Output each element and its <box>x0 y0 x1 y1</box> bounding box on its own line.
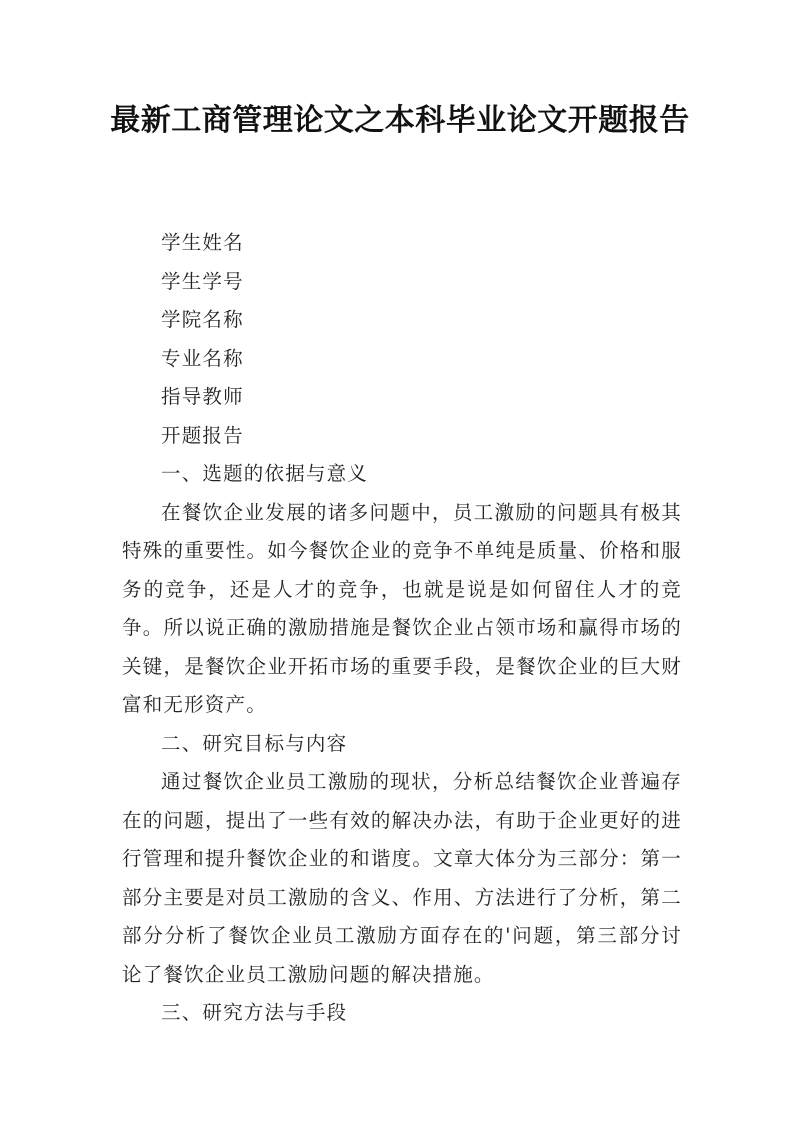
field-college-name: 学院名称 <box>161 308 244 331</box>
section-paragraph-2: 通过餐饮企业员工激励的现状，分析总结餐饮企业普遍存在的问题，提出了一些有效的解决办法，有助于企业更好的进行管理和提升餐饮企业的和谐度。文章大体分为三部分：第一部分主要是对员工激励的含义、作用、方法进行了分析，第二部分分析了餐饮企业员工激励方面存在的'问题，第三部分讨论了餐饮企业员工激励问题的解决措施。 <box>122 770 682 986</box>
field-student-name: 学生姓名 <box>161 231 244 254</box>
document-body <box>122 224 682 1033</box>
document-title: 最新工商管理论文之本科毕业论文开题报告 <box>110 103 690 138</box>
field-major-name: 专业名称 <box>161 346 244 370</box>
field-proposal-report: 开题报告 <box>161 423 244 447</box>
field-advisor: 指导教师 <box>161 385 244 408</box>
section-paragraph-1: 在餐饮企业发展的诸多问题中，员工激励的问题具有极其特殊的重要性。如今餐饮企业的竞争不单纯是质量、价格和服务的竞争，还是人才的竞争，也就是说是如何留住人才的竞争。所以说正确的激励措施是餐饮企业占领市场和赢得市场的关键，是餐饮企业开拓市场的重要手段，是餐饮企业的巨大财富和无形资产。 <box>122 500 682 716</box>
section-heading-1: 一、选题的依据与意义 <box>161 462 369 485</box>
field-student-id: 学生学号 <box>161 269 244 293</box>
section-heading-2: 二、研究目标与内容 <box>161 731 348 755</box>
section-heading-3: 三、研究方法与手段 <box>161 1001 348 1024</box>
